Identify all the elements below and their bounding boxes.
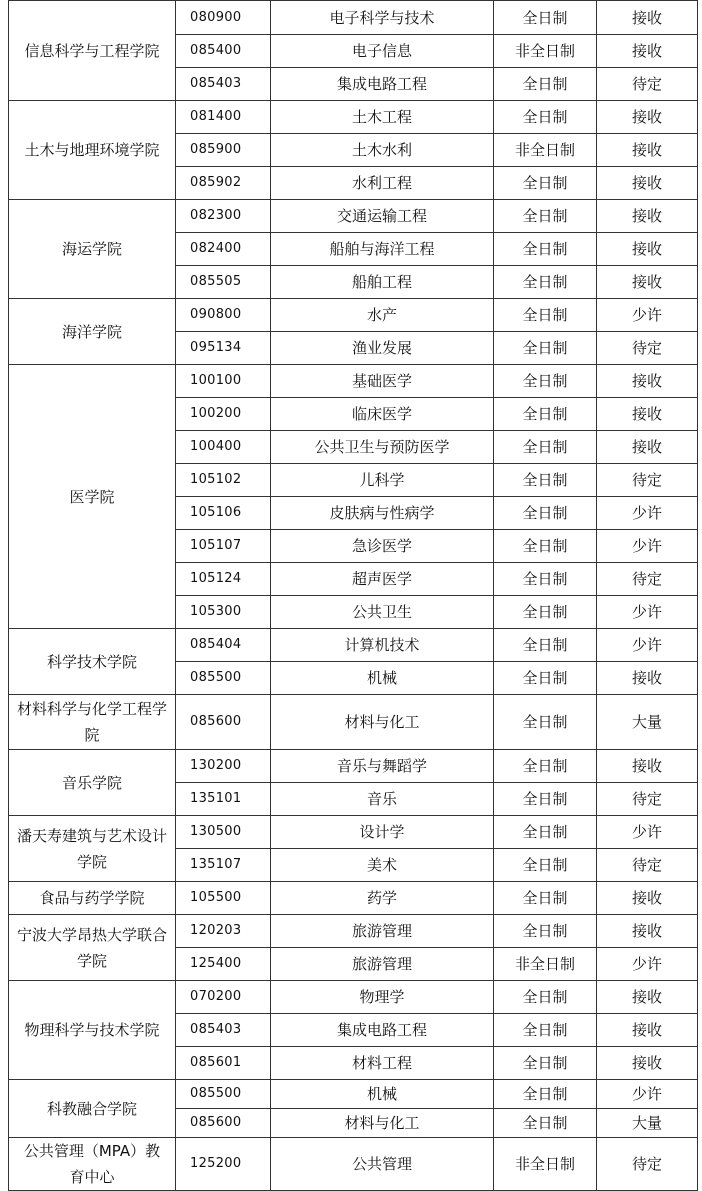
mode-cell: 全日制	[494, 981, 597, 1014]
mode-cell: 全日制	[494, 365, 597, 398]
table-row	[9, 629, 698, 662]
table-body	[9, 1, 698, 1191]
major-cell: 材料与化工	[271, 1109, 494, 1138]
status-cell: 接收	[597, 750, 698, 783]
mode-cell: 全日制	[494, 1109, 597, 1138]
college-cell: 海洋学院	[9, 299, 176, 365]
code-cell: 125200	[176, 1138, 271, 1191]
major-cell: 电子信息	[271, 35, 494, 68]
status-cell: 接收	[597, 35, 698, 68]
table-row	[9, 101, 698, 134]
mode-cell: 全日制	[494, 299, 597, 332]
code-cell: 125400	[176, 948, 271, 981]
major-cell: 船舶工程	[271, 266, 494, 299]
code-cell: 105107	[176, 530, 271, 563]
status-cell: 少许	[597, 299, 698, 332]
status-cell: 接收	[597, 431, 698, 464]
code-cell: 085500	[176, 662, 271, 695]
major-cell: 超声医学	[271, 563, 494, 596]
table-row	[9, 750, 698, 783]
mode-cell: 全日制	[494, 816, 597, 849]
table-row	[9, 915, 698, 948]
code-cell: 085404	[176, 629, 271, 662]
college-cell: 医学院	[9, 365, 176, 629]
mode-cell: 全日制	[494, 497, 597, 530]
status-cell: 接收	[597, 662, 698, 695]
status-cell: 接收	[597, 365, 698, 398]
table-row	[9, 1, 698, 35]
status-cell: 接收	[597, 1014, 698, 1047]
mode-cell: 全日制	[494, 783, 597, 816]
code-cell: 135107	[176, 849, 271, 882]
status-cell: 少许	[597, 596, 698, 629]
code-cell: 130500	[176, 816, 271, 849]
status-cell: 待定	[597, 783, 698, 816]
status-cell: 待定	[597, 68, 698, 101]
major-cell: 设计学	[271, 816, 494, 849]
code-cell: 085403	[176, 1014, 271, 1047]
major-cell: 急诊医学	[271, 530, 494, 563]
status-cell: 少许	[597, 1080, 698, 1109]
status-cell: 接收	[597, 200, 698, 233]
major-cell: 药学	[271, 882, 494, 915]
major-cell: 机械	[271, 1080, 494, 1109]
code-cell: 085600	[176, 695, 271, 750]
code-cell: 100400	[176, 431, 271, 464]
status-cell: 接收	[597, 1, 698, 35]
college-cell: 宁波大学昂热大学联合学院	[9, 915, 176, 981]
table-row	[9, 695, 698, 750]
major-cell: 旅游管理	[271, 915, 494, 948]
college-cell: 信息科学与工程学院	[9, 1, 176, 101]
status-cell: 接收	[597, 167, 698, 200]
major-cell: 临床医学	[271, 398, 494, 431]
status-cell: 待定	[597, 464, 698, 497]
college-cell: 科学技术学院	[9, 629, 176, 695]
major-cell: 美术	[271, 849, 494, 882]
college-cell: 潘天寿建筑与艺术设计学院	[9, 816, 176, 882]
table-row	[9, 200, 698, 233]
code-cell: 085505	[176, 266, 271, 299]
mode-cell: 全日制	[494, 101, 597, 134]
mode-cell: 非全日制	[494, 948, 597, 981]
code-cell: 080900	[176, 1, 271, 35]
code-cell: 085400	[176, 35, 271, 68]
major-cell: 音乐与舞蹈学	[271, 750, 494, 783]
college-cell: 公共管理（MPA）教育中心	[9, 1138, 176, 1191]
mode-cell: 全日制	[494, 266, 597, 299]
table-row	[9, 299, 698, 332]
status-cell: 待定	[597, 1138, 698, 1191]
college-cell: 音乐学院	[9, 750, 176, 816]
table-row	[9, 1138, 698, 1191]
code-cell: 105500	[176, 882, 271, 915]
mode-cell: 全日制	[494, 596, 597, 629]
status-cell: 接收	[597, 1047, 698, 1080]
table-row	[9, 365, 698, 398]
status-cell: 接收	[597, 266, 698, 299]
code-cell: 105102	[176, 464, 271, 497]
mode-cell: 全日制	[494, 398, 597, 431]
status-cell: 接收	[597, 134, 698, 167]
mode-cell: 全日制	[494, 167, 597, 200]
code-cell: 085600	[176, 1109, 271, 1138]
mode-cell: 非全日制	[494, 1138, 597, 1191]
major-cell: 旅游管理	[271, 948, 494, 981]
college-cell: 土木与地理环境学院	[9, 101, 176, 200]
mode-cell: 全日制	[494, 200, 597, 233]
major-cell: 交通运输工程	[271, 200, 494, 233]
status-cell: 少许	[597, 948, 698, 981]
code-cell: 090800	[176, 299, 271, 332]
table-row	[9, 1080, 698, 1109]
code-cell: 100200	[176, 398, 271, 431]
code-cell: 085500	[176, 1080, 271, 1109]
major-cell: 船舶与海洋工程	[271, 233, 494, 266]
major-cell: 水产	[271, 299, 494, 332]
mode-cell: 全日制	[494, 563, 597, 596]
mode-cell: 全日制	[494, 68, 597, 101]
major-cell: 计算机技术	[271, 629, 494, 662]
status-cell: 大量	[597, 1109, 698, 1138]
mode-cell: 全日制	[494, 233, 597, 266]
status-cell: 待定	[597, 563, 698, 596]
status-cell: 接收	[597, 882, 698, 915]
status-cell: 大量	[597, 695, 698, 750]
code-cell: 100100	[176, 365, 271, 398]
major-cell: 公共卫生	[271, 596, 494, 629]
code-cell: 105106	[176, 497, 271, 530]
status-cell: 少许	[597, 816, 698, 849]
status-cell: 少许	[597, 530, 698, 563]
status-cell: 接收	[597, 915, 698, 948]
code-cell: 085403	[176, 68, 271, 101]
status-cell: 待定	[597, 849, 698, 882]
mode-cell: 全日制	[494, 464, 597, 497]
major-cell: 土木水利	[271, 134, 494, 167]
major-cell: 基础医学	[271, 365, 494, 398]
mode-cell: 全日制	[494, 431, 597, 464]
mode-cell: 全日制	[494, 1014, 597, 1047]
mode-cell: 全日制	[494, 849, 597, 882]
college-cell: 材料科学与化学工程学院	[9, 695, 176, 750]
major-cell: 材料工程	[271, 1047, 494, 1080]
mode-cell: 全日制	[494, 1047, 597, 1080]
code-cell: 095134	[176, 332, 271, 365]
admissions-table	[8, 0, 698, 1191]
mode-cell: 全日制	[494, 332, 597, 365]
code-cell: 085900	[176, 134, 271, 167]
code-cell: 135101	[176, 783, 271, 816]
code-cell: 120203	[176, 915, 271, 948]
major-cell: 材料与化工	[271, 695, 494, 750]
status-cell: 接收	[597, 981, 698, 1014]
mode-cell: 全日制	[494, 662, 597, 695]
mode-cell: 全日制	[494, 695, 597, 750]
college-cell: 食品与药学学院	[9, 882, 176, 915]
code-cell: 105300	[176, 596, 271, 629]
status-cell: 少许	[597, 497, 698, 530]
major-cell: 机械	[271, 662, 494, 695]
code-cell: 085902	[176, 167, 271, 200]
mode-cell: 非全日制	[494, 35, 597, 68]
code-cell: 085601	[176, 1047, 271, 1080]
major-cell: 公共卫生与预防医学	[271, 431, 494, 464]
code-cell: 130200	[176, 750, 271, 783]
major-cell: 电子科学与技术	[271, 1, 494, 35]
major-cell: 集成电路工程	[271, 68, 494, 101]
code-cell: 070200	[176, 981, 271, 1014]
mode-cell: 全日制	[494, 1080, 597, 1109]
college-cell: 物理科学与技术学院	[9, 981, 176, 1080]
mode-cell: 非全日制	[494, 134, 597, 167]
college-cell: 科教融合学院	[9, 1080, 176, 1138]
code-cell: 082400	[176, 233, 271, 266]
major-cell: 渔业发展	[271, 332, 494, 365]
status-cell: 接收	[597, 398, 698, 431]
status-cell: 待定	[597, 332, 698, 365]
mode-cell: 全日制	[494, 882, 597, 915]
major-cell: 音乐	[271, 783, 494, 816]
major-cell: 集成电路工程	[271, 1014, 494, 1047]
mode-cell: 全日制	[494, 1, 597, 35]
status-cell: 接收	[597, 233, 698, 266]
major-cell: 水利工程	[271, 167, 494, 200]
status-cell: 接收	[597, 101, 698, 134]
code-cell: 105124	[176, 563, 271, 596]
code-cell: 082300	[176, 200, 271, 233]
college-cell: 海运学院	[9, 200, 176, 299]
mode-cell: 全日制	[494, 915, 597, 948]
code-cell: 081400	[176, 101, 271, 134]
mode-cell: 全日制	[494, 629, 597, 662]
major-cell: 物理学	[271, 981, 494, 1014]
major-cell: 公共管理	[271, 1138, 494, 1191]
major-cell: 土木工程	[271, 101, 494, 134]
table-row	[9, 981, 698, 1014]
table-row	[9, 816, 698, 849]
major-cell: 儿科学	[271, 464, 494, 497]
major-cell: 皮肤病与性病学	[271, 497, 494, 530]
mode-cell: 全日制	[494, 750, 597, 783]
table-row	[9, 882, 698, 915]
mode-cell: 全日制	[494, 530, 597, 563]
status-cell: 少许	[597, 629, 698, 662]
